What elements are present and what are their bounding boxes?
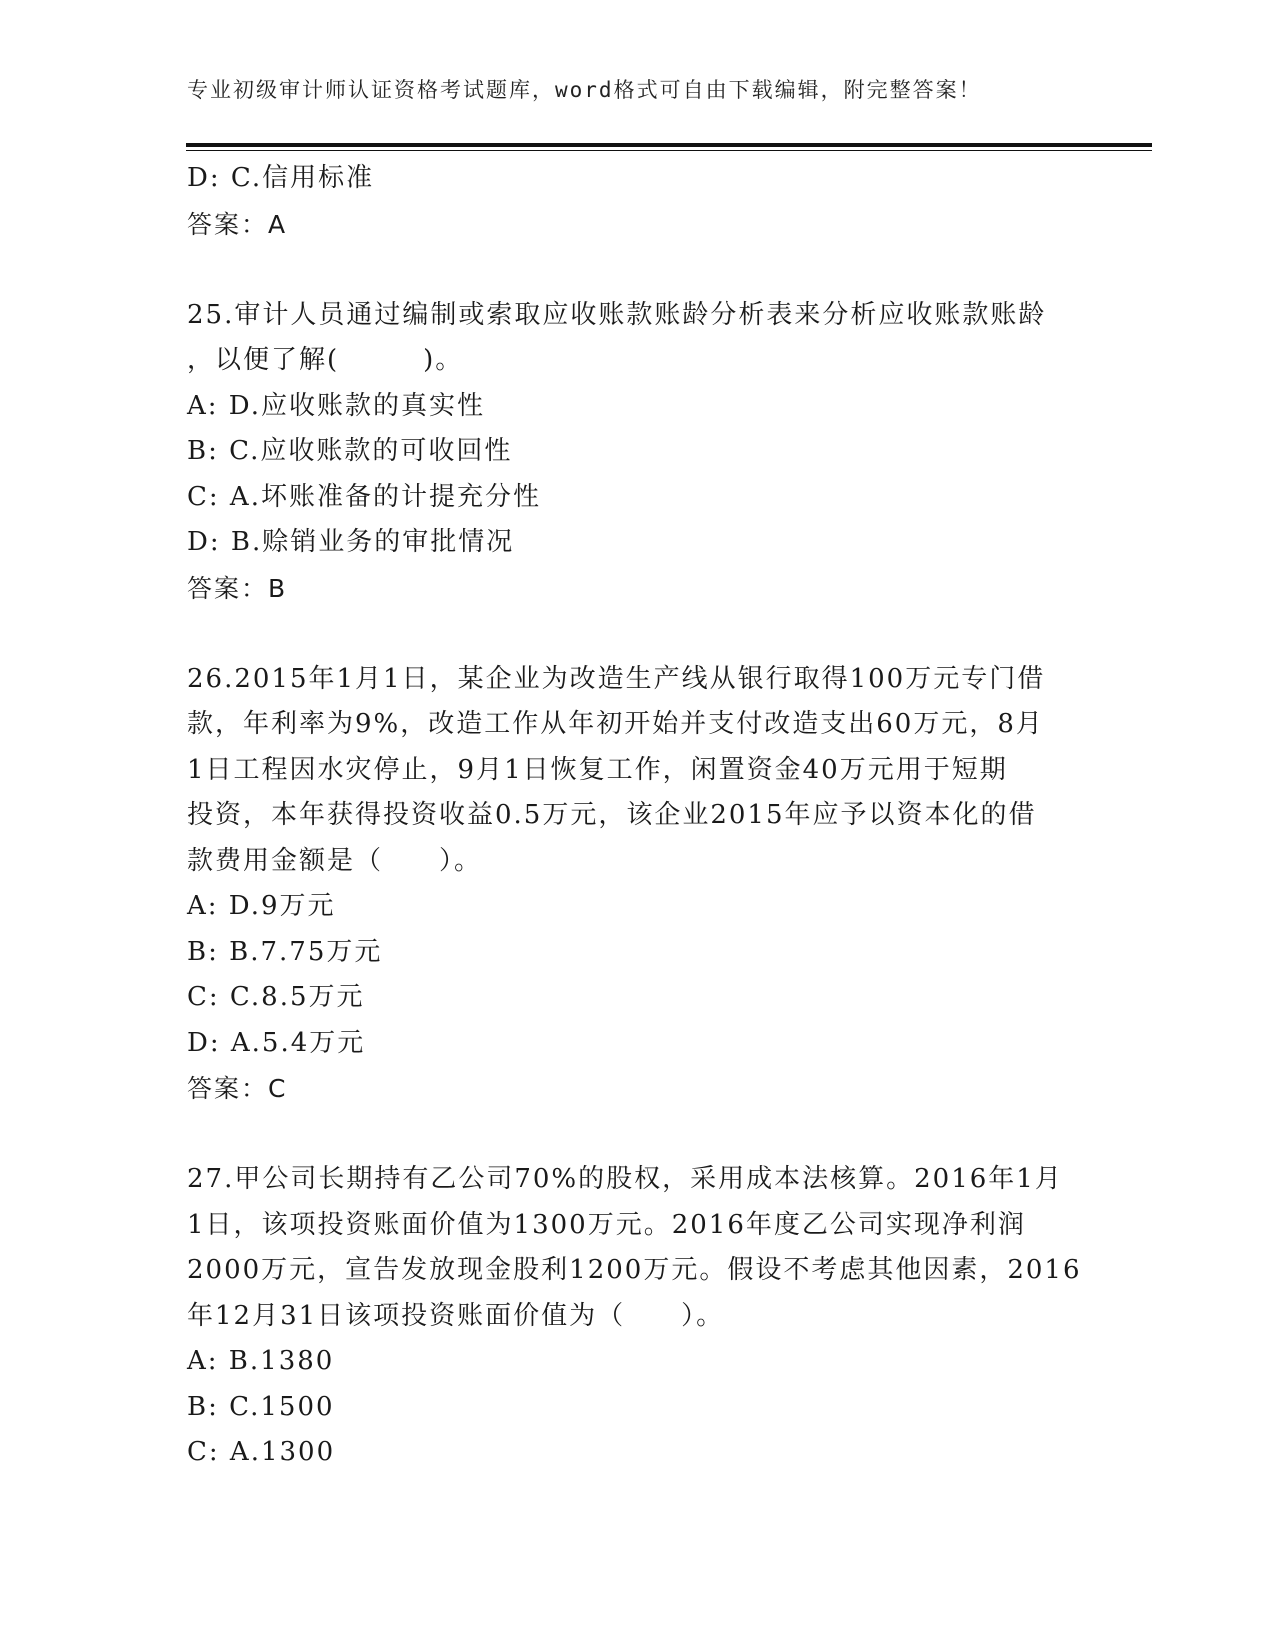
q25-option-a: A: D.应收账款的真实性 <box>187 390 485 421</box>
spacer <box>187 611 1087 657</box>
q27-stem-line: 2000万元，宣告发放现金股利1200万元。假设不考虑其他因素，2016 <box>187 1255 1082 1285</box>
page-header: 专业初级审计师认证资格考试题库，word格式可自由下载编辑，附完整答案！ <box>187 78 982 102</box>
q25-option-c: C: A.坏账准备的计提充分性 <box>187 481 541 512</box>
q27-stem-line: 27.甲公司长期持有乙公司70%的股权，采用成本法核算。2016年1月 <box>187 1164 1063 1194</box>
q27-option-a: A: B.1380 <box>187 1346 335 1376</box>
q26-answer: 答案：C <box>187 1074 288 1103</box>
spacer <box>187 1112 1087 1158</box>
q26-stem-line: 投资，本年获得投资收益0.5万元，该企业2015年应予以资本化的借 <box>187 800 1037 830</box>
prev-answer: 答案：A <box>187 209 288 239</box>
header-rule-thin <box>186 150 1152 151</box>
q26-option-c: C: C.8.5万元 <box>187 982 365 1012</box>
q26-stem-line: 1日工程因水灾停止，9月1日恢复工作，闲置资金40万元用于短期 <box>187 754 1008 785</box>
q27-option-c: C: A.1300 <box>187 1437 336 1467</box>
q26-stem-line: 26.2015年1月1日，某企业为改造生产线从银行取得100万元专门借 <box>187 663 1046 694</box>
q25-option-d: D: B.赊销业务的审批情况 <box>187 527 515 557</box>
question-content <box>187 156 1087 1476</box>
q27-stem-line: 年12月31日该项投资账面价值为（ ）。 <box>187 1300 725 1331</box>
q25-stem-line: ，以便了解( )。 <box>187 345 464 375</box>
spacer <box>187 247 1087 293</box>
q26-option-d: D: A.5.4万元 <box>187 1027 366 1058</box>
q26-stem-line: 款费用金额是（ ）。 <box>187 845 483 876</box>
q27-stem-line: 1日，该项投资账面价值为1300万元。2016年度乙公司实现净利润 <box>187 1209 1026 1240</box>
header-rule-thick <box>186 143 1152 147</box>
q26-stem-line: 款，年利率为9%，改造工作从年初开始并支付改造支出60万元，8月 <box>187 709 1044 739</box>
q27-option-b: B: C.1500 <box>187 1391 335 1422</box>
q26-option-b: B: B.7.75万元 <box>187 936 383 967</box>
q25-option-b: B: C.应收账款的可收回性 <box>187 436 513 466</box>
prev-option-d: D: C.信用标准 <box>187 163 375 193</box>
q26-option-a: A: D.9万元 <box>187 891 336 921</box>
q25-stem-line: 25.审计人员通过编制或索取应收账款账龄分析表来分析应收账款账龄 <box>187 299 1047 330</box>
q25-answer: 答案：B <box>187 573 288 603</box>
